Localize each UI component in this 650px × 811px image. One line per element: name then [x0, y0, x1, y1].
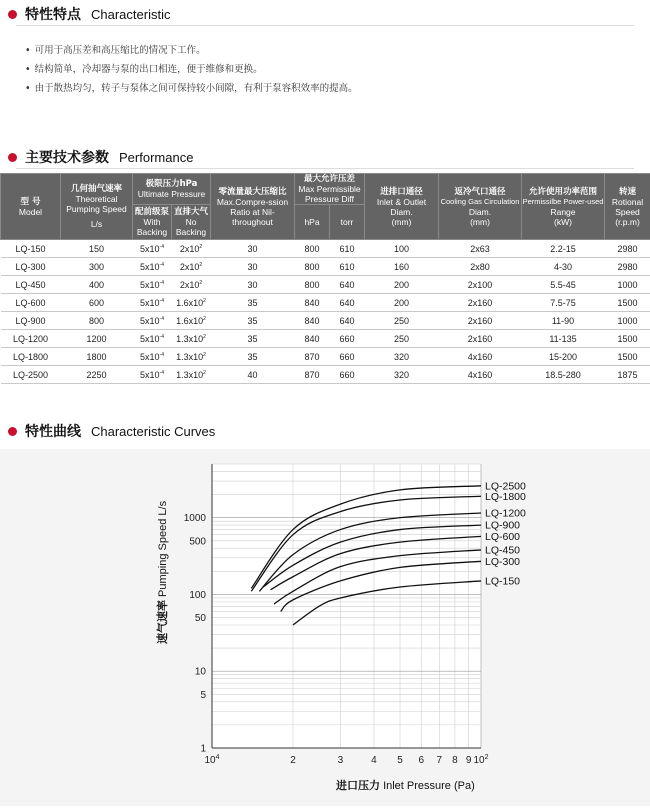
x-axis-title: 进口压力 Inlet Pressure (Pa) [335, 778, 475, 792]
bullet-dot-icon [8, 10, 17, 19]
cell-with-backing: $5x10^{-4}$ [133, 312, 172, 330]
cell-no-backing: $2x10^2$ [172, 276, 211, 294]
section-title-cn: 特性曲线 [25, 421, 81, 441]
cell-no-backing: $1.6x10^2$ [172, 294, 211, 312]
cell-torr: 660 [330, 330, 365, 348]
characteristic-chart [0, 449, 650, 806]
section-title-en: Performance [119, 150, 193, 165]
performance-table-body [1, 240, 650, 384]
cell-with-backing: $5x10^{-4}$ [133, 294, 172, 312]
table-row [1, 330, 650, 348]
header-rotation: 转速 Rotional Speed (r.p.m) [605, 174, 650, 240]
cell-torr: 660 [330, 366, 365, 384]
section-title-cn: 特性特点 [25, 4, 81, 24]
cell-ratio: 40 [211, 366, 295, 384]
header-power: 允许使用功率范围 Permissilbe Power-used Range (kW) [522, 174, 605, 240]
series-label: LQ-900 [485, 520, 520, 532]
table-row [1, 348, 650, 366]
cell-ratio: 35 [211, 294, 295, 312]
cell-hpa: 840 [295, 330, 330, 348]
header-ultimate: 极限压力hPa Ultimate Pressure [133, 174, 211, 205]
cell-hpa: 800 [295, 240, 330, 258]
cell-gas: 2x160 [439, 330, 522, 348]
header-diff: 最大允许压差 Max Permissible Pressure Diff [295, 174, 365, 205]
cell-hpa: 840 [295, 312, 330, 330]
cell-inlet: 100 [365, 240, 439, 258]
cell-torr: 660 [330, 348, 365, 366]
cell-model: LQ-600 [1, 294, 61, 312]
y-tick-label: 100 [189, 590, 206, 601]
series-label: LQ-1800 [485, 491, 526, 503]
section-title-en: Characteristic Curves [91, 424, 215, 439]
cell-with-backing: $5x10^{-4}$ [133, 258, 172, 276]
cell-with-backing: $5x10^{-4}$ [133, 348, 172, 366]
cell-inlet: 200 [365, 294, 439, 312]
cell-with-backing: $5x10^{-4}$ [133, 240, 172, 258]
y-tick-label: 1 [200, 744, 206, 755]
section-curves [8, 420, 642, 442]
cell-inlet: 320 [365, 366, 439, 384]
y-tick-label: 5 [200, 690, 206, 701]
cell-no-backing: $1.3x10^2$ [172, 330, 211, 348]
cell-gas: 4x160 [439, 348, 522, 366]
series-label: LQ-300 [485, 556, 520, 568]
cell-with-backing: $5x10^{-4}$ [133, 276, 172, 294]
x-tick-label: $10^4$ [204, 754, 219, 766]
y-axis-title: 速气速率 Pumping Speed L/s [155, 500, 169, 644]
cell-power: 18.5-280 [522, 366, 605, 384]
table-row [1, 258, 650, 276]
x-tick-label: 5 [397, 755, 403, 766]
cell-hpa: 800 [295, 276, 330, 294]
cell-ratio: 30 [211, 276, 295, 294]
cell-no-backing: $2x10^2$ [172, 258, 211, 276]
y-tick-label: 50 [195, 613, 207, 624]
y-tick-label: 10 [195, 667, 207, 678]
cell-inlet: 250 [365, 330, 439, 348]
cell-speed: 800 [61, 312, 133, 330]
cell-gas: 2x160 [439, 294, 522, 312]
cell-no-backing: $1.3x10^2$ [172, 366, 211, 384]
x-tick-label: 9 [466, 755, 472, 766]
series-label: LQ-2500 [485, 480, 526, 492]
x-tick-label: 4 [371, 755, 377, 766]
feature-item: • 可用于高压差和高压缩比的情况下工作。 [25, 41, 358, 60]
header-with-backing: 配前级泵 With Backing [133, 205, 172, 240]
cell-hpa: 800 [295, 258, 330, 276]
cell-model: LQ-1200 [1, 330, 61, 348]
header-hpa: hPa [295, 205, 330, 240]
cell-gas: 4x160 [439, 366, 522, 384]
cell-torr: 640 [330, 312, 365, 330]
cell-hpa: 870 [295, 366, 330, 384]
cell-model: LQ-1800 [1, 348, 61, 366]
cell-gas: 2x160 [439, 312, 522, 330]
cell-gas: 2x100 [439, 276, 522, 294]
cell-no-backing: $1.3x10^2$ [172, 348, 211, 366]
header-model: 型 号 Model [1, 174, 61, 240]
cell-rpm: 1000 [605, 276, 650, 294]
series-label: LQ-1200 [485, 508, 526, 520]
cell-rpm: 1000 [605, 312, 650, 330]
section-title-cn: 主要技术参数 [25, 147, 109, 167]
table-row [1, 366, 650, 384]
cell-no-backing: $2x10^2$ [172, 240, 211, 258]
y-tick-label: 1000 [184, 513, 207, 524]
performance-table [0, 173, 650, 384]
table-row [1, 276, 650, 294]
section-divider [16, 168, 634, 169]
cell-model: LQ-450 [1, 276, 61, 294]
table-row [1, 312, 650, 330]
cell-hpa: 870 [295, 348, 330, 366]
x-tick-label: 2 [290, 755, 296, 766]
cell-rpm: 1875 [605, 366, 650, 384]
section-performance [8, 146, 642, 168]
header-gas: 返冷气口通径 Cooling Gas Circulation Diam. (mm) [439, 174, 522, 240]
cell-gas: 2x80 [439, 258, 522, 276]
y-tick-label: 500 [189, 536, 206, 547]
cell-with-backing: $5x10^{-4}$ [133, 330, 172, 348]
cell-torr: 610 [330, 258, 365, 276]
cell-inlet: 200 [365, 276, 439, 294]
cell-rpm: 1500 [605, 330, 650, 348]
cell-speed: 400 [61, 276, 133, 294]
cell-ratio: 30 [211, 240, 295, 258]
cell-model: LQ-900 [1, 312, 61, 330]
cell-power: 11-90 [522, 312, 605, 330]
cell-power: 5.5-45 [522, 276, 605, 294]
cell-rpm: 2980 [605, 240, 650, 258]
cell-torr: 610 [330, 240, 365, 258]
table-row [1, 294, 650, 312]
cell-ratio: 35 [211, 330, 295, 348]
plot-background [212, 464, 481, 748]
cell-ratio: 35 [211, 348, 295, 366]
x-tick-label: 7 [437, 755, 443, 766]
cell-power: 7.5-75 [522, 294, 605, 312]
cell-with-backing: $5x10^{-4}$ [133, 366, 172, 384]
series-label: LQ-600 [485, 531, 520, 543]
cell-inlet: 320 [365, 348, 439, 366]
feature-item: • 由于散热均匀，转子与泵体之间可保持较小间隙，有利于泵容积效率的提高。 [25, 79, 358, 98]
feature-list [25, 41, 358, 98]
cell-speed: 300 [61, 258, 133, 276]
cell-speed: 1800 [61, 348, 133, 366]
cell-power: 4-30 [522, 258, 605, 276]
cell-rpm: 1500 [605, 348, 650, 366]
x-tick-label: 8 [452, 755, 458, 766]
cell-ratio: 30 [211, 258, 295, 276]
header-inlet: 进排口通径 Inlet & Outlet Diam. (mm) [365, 174, 439, 240]
feature-item: • 结构简单，冷却器与泵的出口相连，便于维修和更换。 [25, 60, 358, 79]
cell-speed: 150 [61, 240, 133, 258]
cell-power: 15-200 [522, 348, 605, 366]
section-title-en: Characteristic [91, 7, 170, 22]
header-ratio: 零流量最大压缩比 Max.Compre-ssion Ratio at Nil-throughout [211, 174, 295, 240]
series-label: LQ-450 [485, 544, 520, 556]
cell-model: LQ-150 [1, 240, 61, 258]
x-tick-label: 3 [338, 755, 344, 766]
bullet-dot-icon [8, 153, 17, 162]
section-divider [16, 25, 634, 26]
cell-torr: 640 [330, 276, 365, 294]
chart-panel [0, 449, 650, 806]
cell-model: LQ-2500 [1, 366, 61, 384]
header-no-backing: 直排大气 No Backing [172, 205, 211, 240]
header-torr: torr [330, 205, 365, 240]
cell-ratio: 35 [211, 312, 295, 330]
cell-rpm: 2980 [605, 258, 650, 276]
cell-power: 11-135 [522, 330, 605, 348]
header-speed: 几何抽气速率 Theoretical Pumping Speed L/s [61, 174, 133, 240]
cell-hpa: 840 [295, 294, 330, 312]
cell-speed: 1200 [61, 330, 133, 348]
series-label: LQ-150 [485, 575, 520, 587]
section-characteristic [8, 3, 642, 25]
cell-torr: 640 [330, 294, 365, 312]
bullet-dot-icon [8, 427, 17, 436]
cell-inlet: 160 [365, 258, 439, 276]
cell-gas: 2x63 [439, 240, 522, 258]
cell-speed: 600 [61, 294, 133, 312]
x-tick-label: $10^2$ [473, 754, 488, 766]
cell-no-backing: $1.6x10^2$ [172, 312, 211, 330]
cell-model: LQ-300 [1, 258, 61, 276]
x-tick-label: 6 [419, 755, 425, 766]
cell-power: 2.2-15 [522, 240, 605, 258]
cell-rpm: 1500 [605, 294, 650, 312]
table-row [1, 240, 650, 258]
cell-inlet: 250 [365, 312, 439, 330]
cell-speed: 2250 [61, 366, 133, 384]
